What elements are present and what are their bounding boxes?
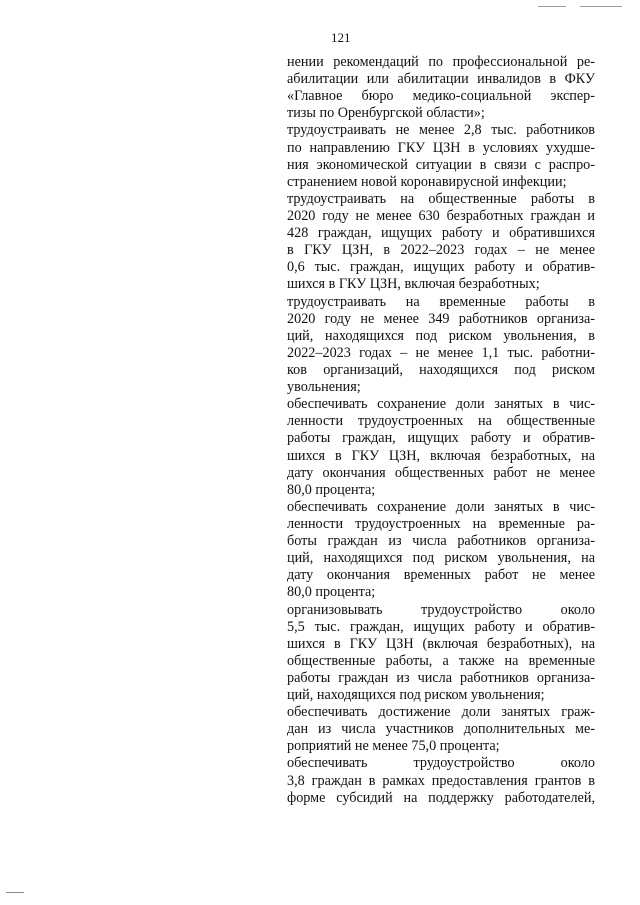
text-line: шихся в ГКУ ЦЗН, включая безработных, на [287,447,595,464]
text-line: увольнения; [287,379,361,396]
text-line: общественные работы, а также на временные [287,652,595,669]
paragraph [287,704,595,755]
text-line: тизы по Оренбургской области»; [287,105,485,122]
page-number: 121 [331,30,351,45]
text-line: обеспечивать трудоустройство около [287,755,595,772]
text-line: боты граждан из числа работников организа- [287,533,595,550]
text-line: ций, находящихся под риском увольнения, в [287,327,595,344]
text-line: по направлению ГКУ ЦЗН в условиях ухудше- [287,139,595,156]
text-line: нении рекомендаций по профессиональной ре- [287,54,595,70]
text-line: 80,0 процента; [287,481,376,498]
paragraph [287,755,595,806]
text-line: роприятий не менее 75,0 процента; [287,738,500,755]
paragraph [287,191,595,294]
text-line: шихся в ГКУ ЦЗН, включая безработных; [287,276,540,293]
paragraph [287,54,595,122]
paragraph [287,602,595,705]
text-line: 0,6 тыс. граждан, ищущих работу и обратив- [287,259,595,276]
text-line: 2022–2023 годах – не менее 1,1 тыс. работни- [287,344,595,361]
text-line: ков организаций, находящихся под риском [287,361,595,378]
top-edge-rule [538,6,566,7]
text-line: 3,8 граждан в рамках предоставления грантов в [287,772,595,789]
document-text-column [287,54,595,807]
paragraph [287,294,595,397]
text-line: работы граждан из числа работников организа- [287,669,595,686]
text-line: дан из числа участников дополнительных ме- [287,721,595,738]
text-line: ленности трудоустроенных на временные ра- [287,515,595,532]
paragraph [287,122,595,190]
text-line: обеспечивать сохранение доли занятых в чис- [287,396,595,413]
text-line: трудоустраивать не менее 2,8 тыс. работников [287,122,595,139]
text-line: работы граждан, ищущих работу и обратив- [287,430,595,447]
text-line: 2020 году не менее 630 безработных граждан и [287,207,595,224]
paragraph [287,396,595,499]
bottom-edge-mark [6,892,24,893]
text-line: дату окончания общественных работ не менее [287,464,595,481]
top-edge-rule [580,6,622,7]
text-line: странением новой коронавирусной инфекции; [287,173,567,190]
text-line: 2020 году не менее 349 работников организа- [287,310,595,327]
text-line: 428 граждан, ищущих работу и обратившихся [287,225,595,242]
text-line: ций, находящихся под риском увольнения, на [287,550,595,567]
text-line: организовывать трудоустройство около [287,601,595,618]
text-line: ния экономической ситуации в связи с распро- [287,156,595,173]
text-line: обеспечивать сохранение доли занятых в чис- [287,498,595,515]
paragraph [287,499,595,602]
text-line: «Главное бюро медико-социальной экспер- [287,88,595,105]
text-line: абилитации или абилитации инвалидов в ФКУ [287,71,595,88]
text-line: ций, находящихся под риском увольнения; [287,687,545,704]
text-line: дату окончания временных работ не менее [287,567,595,584]
text-line: обеспечивать достижение доли занятых граж- [287,704,595,721]
text-line: форме субсидий на поддержку работодателей, [287,789,595,806]
text-line: трудоустраивать на общественные работы в [287,190,595,207]
text-line: ленности трудоустроенных на общественные [287,413,595,430]
text-line: 5,5 тыс. граждан, ищущих работу и обратив- [287,618,595,635]
text-line: шихся в ГКУ ЦЗН (включая безработных), на [287,635,595,652]
text-line: 80,0 процента; [287,584,376,601]
text-line: в ГКУ ЦЗН, в 2022–2023 годах – не менее [287,242,595,259]
text-line: трудоустраивать на временные работы в [287,293,595,310]
